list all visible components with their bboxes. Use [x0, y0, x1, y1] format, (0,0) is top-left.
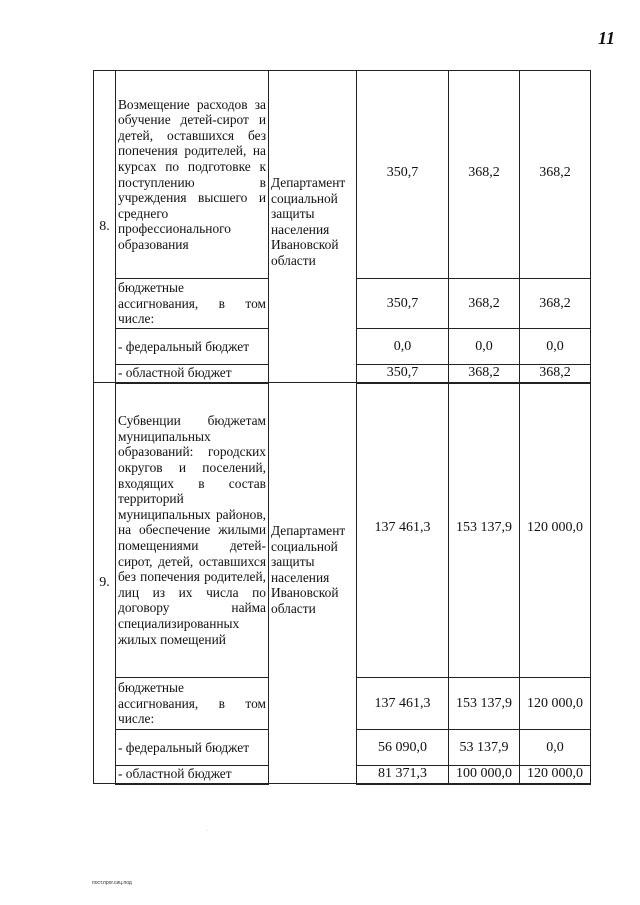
- page-number: 11: [598, 28, 616, 48]
- value-cell: 368,2: [520, 71, 591, 279]
- federal-budget-label: - федеральный бюджет: [116, 329, 269, 365]
- budget-label: бюджетные ассигнования, в том числе:: [116, 279, 269, 329]
- table-row: [94, 383, 591, 678]
- regional-budget-label: - областной бюджет: [116, 766, 269, 784]
- program-budget-table: [93, 70, 591, 785]
- scan-speck: ·: [206, 828, 208, 834]
- value-cell: 368,2: [520, 279, 591, 329]
- value-cell: 368,2: [449, 71, 520, 279]
- department-name: Департамент социальной защиты населения Ивановской области: [269, 71, 357, 383]
- budget-label: бюджетные ассигнования, в том числе:: [116, 678, 269, 730]
- value-cell: 53 137,9: [449, 730, 520, 766]
- federal-budget-label: - федеральный бюджет: [116, 730, 269, 766]
- value-cell: 153 137,9: [449, 678, 520, 730]
- value-cell: 153 137,9: [449, 383, 520, 678]
- value-cell: 120 000,0: [520, 383, 591, 678]
- value-cell: 368,2: [520, 365, 591, 383]
- regional-budget-label: - областной бюджет: [116, 365, 269, 383]
- measure-name: Возмещение расходов за обучение детей-сирот и детей, оставшихся без попечения родителей, на курсах по подготовке к поступлению в учреждения высшего и среднего профессионального образования: [116, 71, 269, 279]
- value-cell: 0,0: [520, 730, 591, 766]
- value-cell: 81 371,3: [357, 766, 449, 784]
- row-number: 9.: [94, 383, 116, 784]
- value-cell: 0,0: [357, 329, 449, 365]
- value-cell: 56 090,0: [357, 730, 449, 766]
- table-row: [94, 71, 591, 279]
- value-cell: 350,7: [357, 365, 449, 383]
- row-number: 8.: [94, 71, 116, 383]
- value-cell: 350,7: [357, 71, 449, 279]
- value-cell: 368,2: [449, 365, 520, 383]
- value-cell: 137 461,3: [357, 383, 449, 678]
- value-cell: 368,2: [449, 279, 520, 329]
- measure-name: Субвенции бюджетам муниципальных образований: городских округов и поселений, входящих в состав территорий муниципальных районов, на обеспечение жилыми помещениями детей-сирот, детей, оставшихся без попечения родителей, лиц из их числа по договору найма специализированных жилых помещений: [116, 383, 269, 678]
- value-cell: 137 461,3: [357, 678, 449, 730]
- value-cell: 0,0: [520, 329, 591, 365]
- footer-code: пост.прог.сиц.под: [92, 880, 132, 886]
- value-cell: 120 000,0: [520, 678, 591, 730]
- value-cell: 120 000,0: [520, 766, 591, 784]
- value-cell: 350,7: [357, 279, 449, 329]
- department-name: Департамент социальной защиты населения Ивановской области: [269, 383, 357, 784]
- value-cell: 100 000,0: [449, 766, 520, 784]
- value-cell: 0,0: [449, 329, 520, 365]
